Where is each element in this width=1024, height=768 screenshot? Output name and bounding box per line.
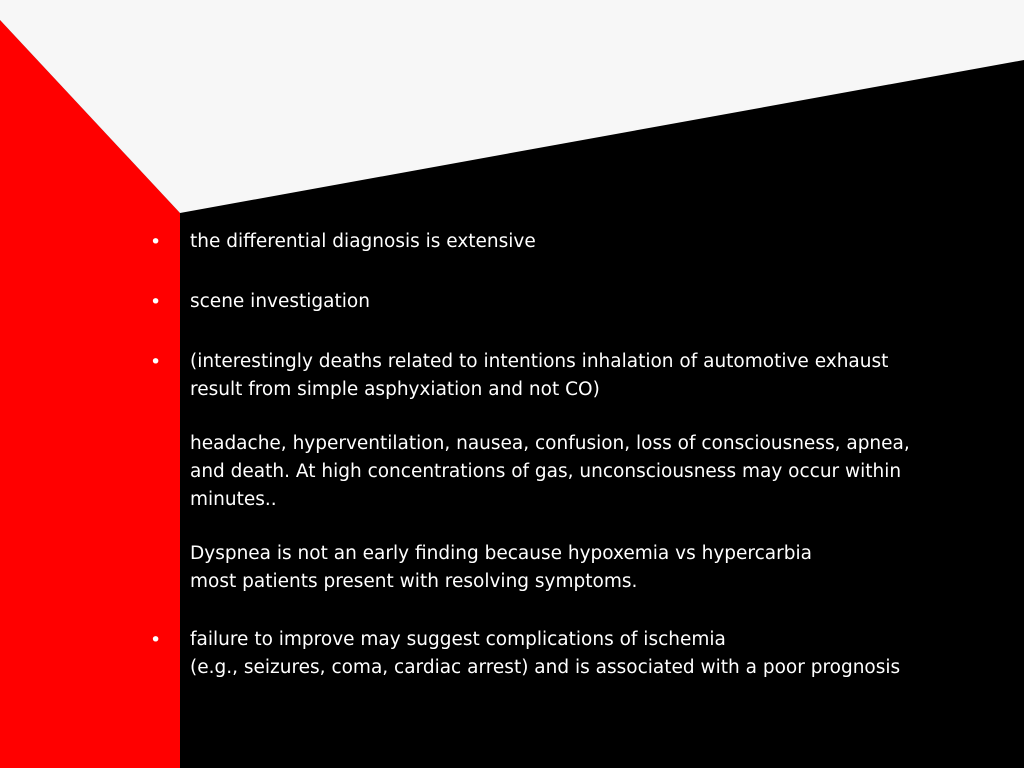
bullet-scene-investigation [150,288,990,316]
bullet-line: (interestingly deaths related to intentions inhalation of automotive exhaust [190,351,889,372]
bullet-line: failure to improve may suggest complications of ischemia [190,629,726,650]
symptoms-line: minutes.. [190,489,277,510]
bullet-marker: • [150,231,162,253]
bullet-automotive-exhaust [150,348,990,596]
symptoms-line: and death. At high concentrations of gas, unconsciousness may occur within [190,461,902,482]
bullet-marker: • [150,291,162,313]
bullet-text [190,348,990,596]
bullet-text [190,228,990,256]
bullet-text [190,288,990,316]
bullet-marker: • [150,351,162,373]
bullet-text [190,626,990,682]
symptoms-line: headache, hyperventilation, nausea, confusion, loss of consciousness, apnea, [190,433,910,454]
bullet-marker: • [150,629,162,651]
dyspnea-line: Dyspnea is not an early finding because hypoxemia vs hypercarbia [190,543,812,564]
paragraph-gap [190,514,990,540]
bullet-line: the differential diagnosis is extensive [190,231,536,252]
bullet-differential-diagnosis [150,228,990,256]
bullet-line: result from simple asphyxiation and not CO) [190,379,600,400]
paragraph-gap [190,404,990,430]
dyspnea-line: most patients present with resolving symptoms. [190,571,638,592]
bullet-line: scene investigation [190,291,370,312]
bullet-failure-to-improve [150,626,990,682]
bullet-line: (e.g., seizures, coma, cardiac arrest) and is associated with a poor prognosis [190,657,901,678]
